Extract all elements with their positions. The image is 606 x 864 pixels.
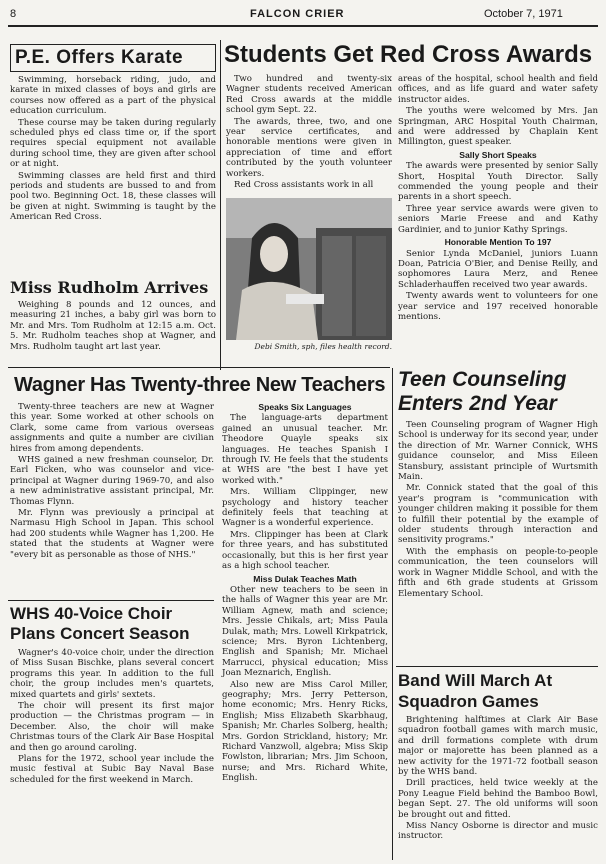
column-rule <box>392 368 393 860</box>
counseling-body <box>398 420 598 599</box>
red-cross-col2 <box>398 74 598 323</box>
red-cross-subhead: Sally Short Speaks <box>459 149 537 160</box>
counseling-paragraph: Mr. Connick stated that the goal of this year's program is "communication with younger children making it possible for them to fulfill their potential by the example of older students through interaction and sensitivity programs." <box>398 483 598 546</box>
teachers-paragraph: Mr. Flynn was previously a principal at Narmasu High School in Japan. This school had 200 students while Wagner has 1,200. He stated that the students at Wagner were "every bit as personable as those of NHS." <box>10 508 214 560</box>
red-cross-paragraph: Senior Lynda McDaniel, juniors Luann Doan, Patricia O'Bier, and Denise Reilly, and sophomores Laura Merz, and Renee Schladerhauffen received two year awards. <box>398 248 598 290</box>
red-cross-photo <box>226 198 392 340</box>
red-cross-headline: Students Get Red Cross Awards <box>224 41 593 68</box>
choir-article <box>10 604 214 786</box>
teachers-paragraph: Also new are Miss Carol Miller, geography; Mrs. Jerry Petterson, home economic; Mrs. Henry Ricks, English; Miss Elizabeth Skarbhaug, Spanish; Mr. Charles Solberg, health; Mrs. Gordon Strickland, history; Mr. Richard Vanzwoll, algebra; Miss Skip Fowlston, librarian; Mrs. Jim Schoon, nurse; and Mrs. Richard White, English. <box>222 679 388 784</box>
section-rule <box>396 666 598 667</box>
rudholm-body <box>10 300 216 352</box>
rudholm-headline: Miss Rudholm Arrives <box>10 278 209 297</box>
counseling-paragraph: With the emphasis on people-to-people communication, the teen counselors will work in Wagner Middle School, and with the fifth and 6th grade students at Grissom Elementary School. <box>398 546 598 599</box>
band-paragraph: Brightening halftimes at Clark Air Base squadron football games with march music, and drill formations complete with drum major or majorette has been planned as a new activity for the 1971-72 football season by the WHS band. <box>398 715 598 778</box>
band-paragraph: Drill practices, held twice weekly at the Pony League Field behind the Bamboo Bowl, began Sept. 27. The old uniforms will soon be brought out and fitted. <box>398 778 598 820</box>
red-cross-col1 <box>226 74 392 191</box>
counseling-article <box>398 368 598 600</box>
pe-headline: P.E. Offers Karate <box>15 47 184 68</box>
rudholm-article <box>10 278 216 353</box>
teachers-paragraph: The language-arts department gained an unusual teacher. Mr. Theodore Quayle speaks six languages. He teaches Spanish I through IV. He feels that the students at WHS are "the best I have yet worked with." <box>222 413 388 486</box>
pe-paragraph: Swimming, horseback riding, judo, and karate in mixed classes of boys and girls are courses now offered as a part of the physical education curriculum. <box>10 75 216 117</box>
section-rule <box>8 600 214 601</box>
teachers-col1 <box>10 402 214 561</box>
rudholm-paragraph: Weighing 8 pounds and 12 ounces, and measuring 21 inches, a baby girl was born to Mr. and Mrs. Tom Rudholm at 12:15 a.m. Oct. 5. Mr. Rudholm teaches shop at Wagner, and Mrs. Rudholm taught art last year. <box>10 300 216 352</box>
teachers-subhead: Speaks Six Languages <box>258 402 352 412</box>
teachers-col2 <box>222 402 388 785</box>
teachers-subhead: Miss Dulak Teaches Math <box>253 573 357 584</box>
counseling-headline: Teen Counseling Enters 2nd Year <box>398 368 567 415</box>
photo-caption: Debi Smith, sph, files health record. <box>254 342 392 351</box>
band-paragraph: Miss Nancy Osborne is director and music instructor. <box>398 821 598 842</box>
paper-name: FALCON CRIER <box>250 8 345 20</box>
red-cross-paragraph: areas of the hospital, school health and field offices, and as life guard and water safety instructor aides. <box>398 74 598 105</box>
page-number: 8 <box>10 8 17 20</box>
teachers-paragraph: Mrs. Clippinger has been at Clark for three years, and has substituted occasionally, but this is her first year as a high school teacher. <box>222 529 388 572</box>
red-cross-paragraph: The awards, three, two, and one year service certificates, and honorable mentions were given in appreciation of time and effort contributed by the youth volunteer workers. <box>226 116 392 179</box>
pe-article <box>10 44 216 224</box>
red-cross-paragraph: Two hundred and twenty-six Wagner students received American Red Cross awards at the middle school gym Sept. 22. <box>226 74 392 116</box>
red-cross-paragraph: The youths were welcomed by Mrs. Jan Springman, ARC Hospital Youth Chairman, and were addressed by Chaplain Kent Millington, guest speaker. <box>398 106 598 148</box>
pe-paragraph: These course may be taken during regularly scheduled phys ed class time or, if the sport requires special equipment not available during school time, they are given after school or at night. <box>10 117 216 170</box>
band-body <box>398 715 598 842</box>
teachers-paragraph: Mrs. William Clippinger, new psychology and history teacher definitely feels that teaching at Wagner is a wonderful experience. <box>222 487 388 529</box>
column-rule <box>220 40 221 370</box>
pe-headline-box <box>10 44 216 72</box>
teachers-paragraph: Other new teachers to be seen in the halls of Wagner this year are Mr. William Agnew, math and science; Mrs. Jessie Chikals, art; Miss Paula Dulak, math; Mrs. Lowell Kirkpatrick, science; Mrs. Byron Lichtenberg, English and Spanish; Mr. Michael Marrucci, physical education; Miss Joan Meznarich, English. <box>222 584 388 679</box>
teachers-paragraph: WHS gained a new freshman counselor, Dr. Earl Ficken, who was counselor and vice-principal at Wagner during 1969-70, and also a new administrative assistant principal, Mr. Thomas Flynn. <box>10 455 214 507</box>
band-headline: Band Will March At Squadron Games <box>398 671 553 711</box>
red-cross-paragraph: Twenty awards went to volunteers for one year service and 197 received honorable mentions. <box>398 291 598 322</box>
red-cross-paragraph: Three year service awards were given to seniors Marie Freese and and Kathy Gardinier, and to junior Kathy Springs. <box>398 203 598 235</box>
pe-paragraph: Swimming classes are held first and third periods and students are bussed to and from pool two. Beginning Oct. 18, these classes will be given at night. Swimming is taught by the American Red Cross. <box>10 170 216 223</box>
teachers-headline: Wagner Has Twenty-three New Teachers <box>14 374 386 396</box>
red-cross-subhead: Honorable Mention To 197 <box>444 237 552 248</box>
choir-paragraph: Wagner's 40-voice choir, under the direction of Miss Susan Bischke, plans several concert programs this year. In addition to the full choir, the group includes men's quartets, mixed quartets and girls' sextets. <box>10 648 214 700</box>
photo-illustration <box>226 198 392 340</box>
red-cross-paragraph: The awards were presented by senior Sally Short, Hospital Youth Director. Sally commended the young people and their parents in a short speech. <box>398 161 598 203</box>
choir-body <box>10 648 214 785</box>
teachers-paragraph: Twenty-three teachers are new at Wagner this year. Some worked at other schools on Clark, some came from various overseas assignments and quite a number are civilian hires from among dependents. <box>10 402 214 454</box>
issue-date: October 7, 1971 <box>484 8 563 20</box>
band-article <box>398 670 598 843</box>
choir-headline: WHS 40-Voice Choir Plans Concert Season <box>10 604 190 643</box>
header-rule <box>8 25 598 27</box>
choir-paragraph: Plans for the 1972, school year include the music festival at Subic Bay Naval Base scheduled for the first weekend in March. <box>10 754 214 785</box>
section-rule <box>8 367 390 368</box>
pe-body <box>10 75 216 223</box>
red-cross-paragraph: Red Cross assistants work in all <box>234 180 374 191</box>
counseling-paragraph: Teen Counseling program of Wagner High School is underway for its second year, under the direction of Mr. Warner Connick, WHS guidance counselor, and Miss Eileen Stansbury, assistant principle of Wurtsmith Main. <box>398 420 598 483</box>
choir-paragraph: The choir will present its first major production — the Christmas program — in December. Also, the choir will make Christmas tours of the Clark Air Base Hospital and then go around caroling. <box>10 701 214 753</box>
